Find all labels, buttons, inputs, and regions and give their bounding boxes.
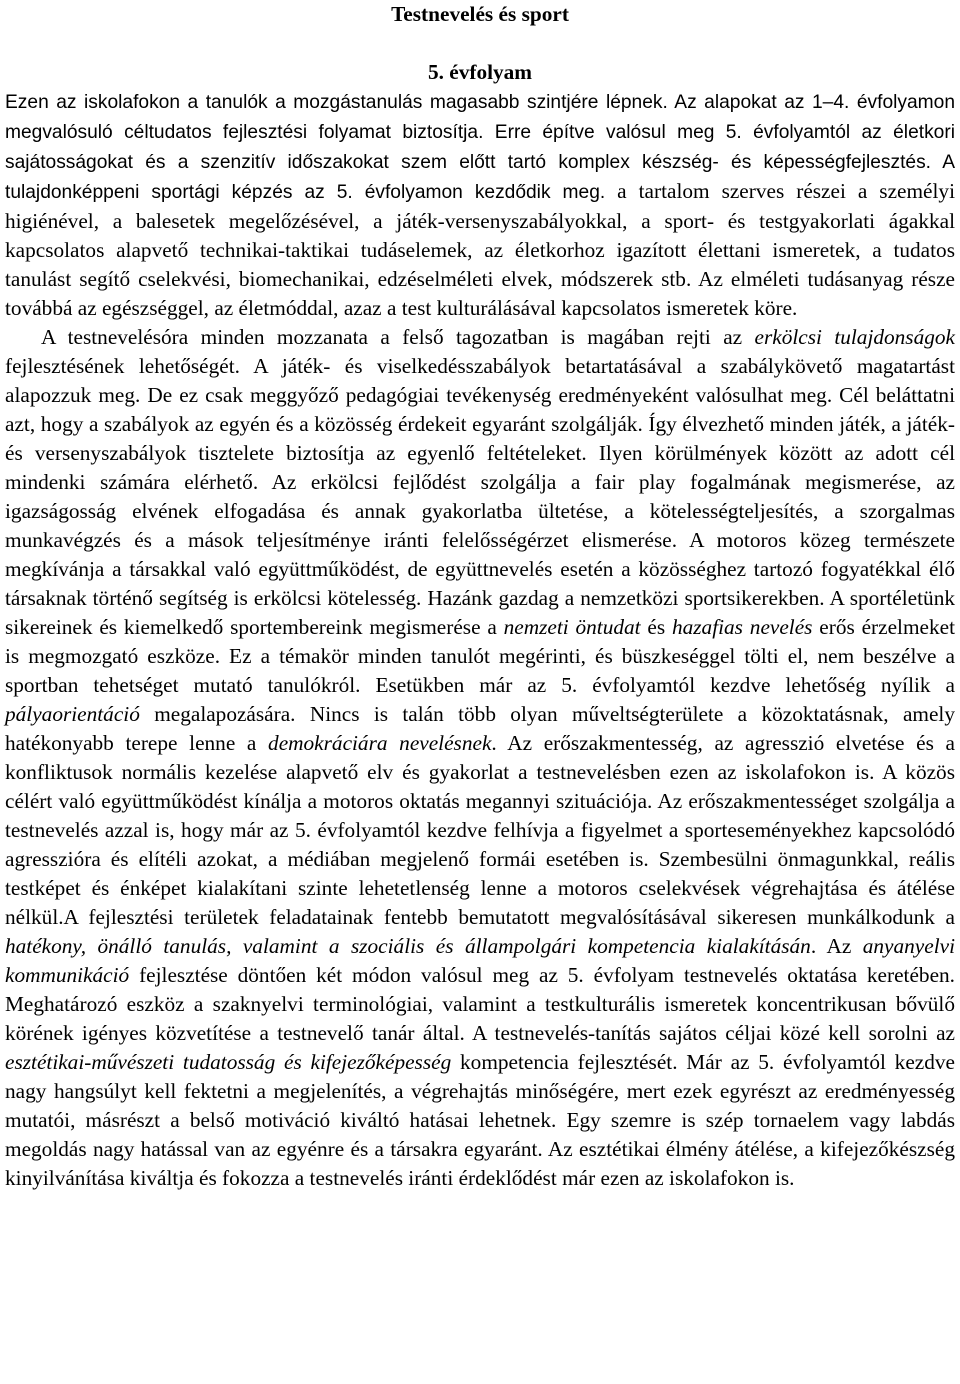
emphasis-text: demokráciára nevelésnek [268,731,492,755]
body-text: és [640,615,672,639]
body-paragraph [5,323,955,1193]
intro-serif-text: a tartalom szerves részei a személyi higiénével, a balesetek megelőzésével, a játék-versenyszabályokkal, a sport- és testgyakorlati ágakkal kapcsolatos alapvető technikai-taktikai tudáselemek, az életkorhoz igazított élettani ismeretek, a tudatos tanulást segítő cselekvési, biomechanikai, edzéselméleti elvek, módszerek stb. Az elméleti tudásanyag része továbbá az egészséggel, az életmóddal, azaz a test kulturálásával kapcsolatos ismeretek köre. [5,179,955,320]
body-text: fejlesztése döntően két módon valósul meg az 5. évfolyam testnevelés oktatása keretében. Meghatározó eszköz a szaknyelvi terminológiai, valamint a testkulturális ismeretek koncentrikusan bővülő körének igényes közvetítése a testnevelő tanár által. A testnevelés-tanítás sajátos céljai közé kell sorolni az [5,963,955,1045]
emphasis-text: erkölcsi tulajdonságok [754,325,955,349]
body-text: kompetencia fejlesztését. Már az 5. évfolyamtól kezdve nagy hangsúlyt kell fektetni a megjelenítés, a végrehajtás minőségére, mert ezek egyrészt az eredményesség mutatói, másrészt a belső motiváció kiváltó hatásai lehetnek. Egy szemre is szép tornaelem vagy labdás megoldás nagy hatással van az egyénre és a társakra egyaránt. Az esztétikai élmény átélése, a kifejezőkészség kinyilvánítása kiváltja és fokozza a testnevelés iránti érdeklődést már ezen az iskolafokon is. [5,1050,955,1190]
body-text: megalapozására. Nincs is talán több olyan műveltségterülete a közoktatásnak, amely hatékonyabb terepe lenne a [5,702,955,755]
emphasis-text: hatékony, önálló tanulás, valamint a szociális és állampolgári kompetencia kialakításán [5,934,811,958]
body-text: . Az [810,934,863,958]
body-text: erős érzelmeket is megmozgató eszköze. Ez a témakör minden tanulót megérinti, és büszkeséggel tölti el, nem beszélve a sportban tehetséget mutató tanulókról. Esetükben már az 5. évfolyamtól kezdve lehetőség nyílik a [5,615,955,697]
body-text: . Az erőszakmentesség, az agresszió elvetése és a konfliktusok normális kezelése alapvető elv és gyakorlat a testnevelésben ezen az iskolafokon is. A közös célért való együttműködést kínálja a motoros oktatás megannyi szituációja. Az erőszakmentességet szolgálja a testnevelés azzal is, hogy már az 5. évfolyamtól kezdve felhívja a figyelmet a sporteseményekhez kapcsolódó agresszióra és elítéli azokat, a médiában megjelenő formái esetében is. Szembesülni önmagunkkal, reális testképet és énképet kialakítani szinte lehetetlenség lenne a motoros cselekvések végrehajtása és átélése nélkül.A fejlesztési területek feladatainak fentebb bemutatott megvalósításával sikeresen munkálkodunk a [5,731,955,929]
emphasis-text: esztétikai-művészeti tudatosság és kifejezőképesség [5,1050,452,1074]
grade-heading: 5. évfolyam [427,60,533,84]
document-title: Testnevelés és sport [391,2,569,26]
emphasis-text: pályaorientáció [5,702,140,726]
emphasis-text: nemzeti öntudat [503,615,641,639]
spacer [5,29,955,58]
body-text: A testnevelésóra minden mozzanata a felső tagozatban is magában rejti az [41,325,755,349]
emphasis-text: anyanyelvi kommunikáció [5,934,955,987]
intro-sans-text: Ezen az iskolafokon a tanulók a mozgástanulás magasabb szintjére lépnek. Az alapokat az 1–4. évfolyamon megvalósuló céltudatos fejlesztési folyamat biztosítja. Erre építve valósul meg 5. évfolyamtól az életkori sajátosságokat és a szenzitív időszakokat szem előtt tartó komplex készség- és képességfejlesztés. A tulajdonképpeni sportági képzés az 5. évfolyamon kezdődik meg. [5,92,955,203]
emphasis-text: hazafias nevelés [671,615,813,639]
document-page [5,0,955,1193]
intro-paragraph [5,87,955,323]
body-text: fejlesztésének lehetőségét. A játék- és viselkedésszabályok betartatásával a szabálykövető magatartást alapozzuk meg. De ez csak meggyőző pedagógiai tevékenység eredményeként valósulhat meg. Cél beláttatni azt, hogy a szabályok az egyén és a közösség érdekeit egyaránt szolgálják. Így élvezhető minden játék, a játék- és versenyszabályok tisztelete biztosítja az egyenlő feltételeket. Ilyen körülmények között az adott cél mindenki számára elérhető. Az erkölcsi fejlődést szolgálja a fair play fogalmának megismerése, az igazságosság elvének elfogadása és annak gyakorlatba ültetése, a kötelességteljesítés, a szorgalmas munkavégzés és a mások teljesítménye iránti felelősségérzet elismerése. A motoros közeg természete megkívánja a társakkal való együttműködést, de együttnevelés esetén a közösséghez tartozó fogyatékkal élő társaknak történő segítség is erkölcsi kötelesség. Hazánk gazdag a nemzetközi sportsikerekben. A sportéletünk sikereinek és kiemelkedő sportembereink megismerése a [5,354,955,639]
